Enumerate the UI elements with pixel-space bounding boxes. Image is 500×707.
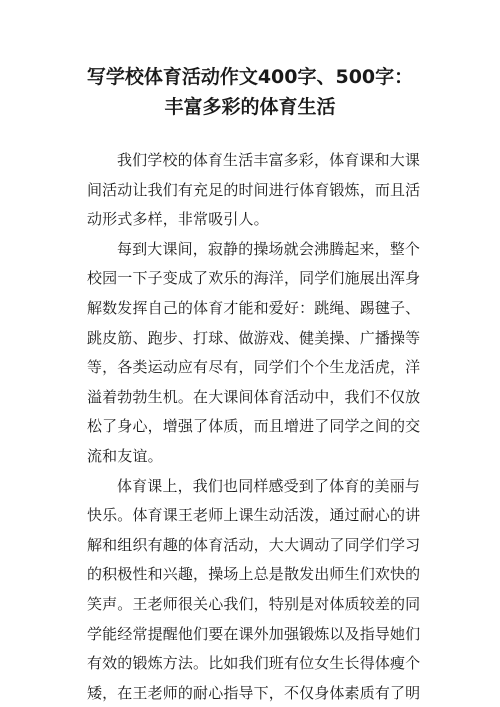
paragraph-line: 体育课上，我们也同样感受到了体育的美丽与 <box>117 476 421 495</box>
paragraph-line: 溢着勃勃生机。在大课间体育活动中，我们不仅放 <box>87 387 421 406</box>
paragraph-line: 间活动让我们有充足的时间进行体育锻炼，而且活 <box>87 180 421 199</box>
paragraph-line: 快乐。体育课王老师上课生动活泼，通过耐心的讲 <box>87 506 421 525</box>
paragraph-line: 松了身心，增强了体质，而且增进了同学之间的交 <box>87 417 421 436</box>
paragraph-line: 流和友谊。 <box>87 446 163 465</box>
paragraph-line: 动形式多样，非常吸引人。 <box>87 210 269 229</box>
paragraph-1 <box>87 146 421 235</box>
paragraph-2 <box>87 235 421 472</box>
title-line-1: 写学校体育活动作文400字、500字： <box>86 66 414 88</box>
title-line-2: 丰富多彩的体育生活 <box>164 96 336 118</box>
paragraph-line: 解数发挥自己的体育才能和爱好：跳绳、踢毽子、 <box>87 298 421 317</box>
paragraph-line: 有效的锻炼方法。比如我们班有位女生长得体瘦个 <box>87 654 421 673</box>
paragraph-line: 等，各类运动应有尽有，同学们个个生龙活虎，洋 <box>87 358 421 377</box>
article-body <box>87 146 421 707</box>
document-title <box>60 62 440 122</box>
paragraph-line: 每到大课间，寂静的操场就会沸腾起来，整个 <box>117 239 421 258</box>
paragraph-line: 矮，在王老师的耐心指导下，不仅身体素质有了明 <box>87 683 421 702</box>
paragraph-line: 解和组织有趣的体育活动，大大调动了同学们学习 <box>87 535 421 554</box>
paragraph-line: 我们学校的体育生活丰富多彩，体育课和大课 <box>117 151 421 169</box>
paragraph-line: 的积极性和兴趣，操场上总是散发出师生们欢快的 <box>87 565 421 584</box>
paragraph-line: 跳皮筋、跑步、打球、做游戏、健美操、广播操等 <box>87 328 421 347</box>
paragraph-line: 学能经常提醒他们要在课外加强锻炼以及指导她们 <box>87 624 421 643</box>
paragraph-line: 笑声。王老师很关心我们，特别是对体质较差的同 <box>87 594 421 613</box>
paragraph-line: 校园一下子变成了欢乐的海洋，同学们施展出浑身 <box>87 269 421 288</box>
paragraph-3 <box>87 472 421 707</box>
